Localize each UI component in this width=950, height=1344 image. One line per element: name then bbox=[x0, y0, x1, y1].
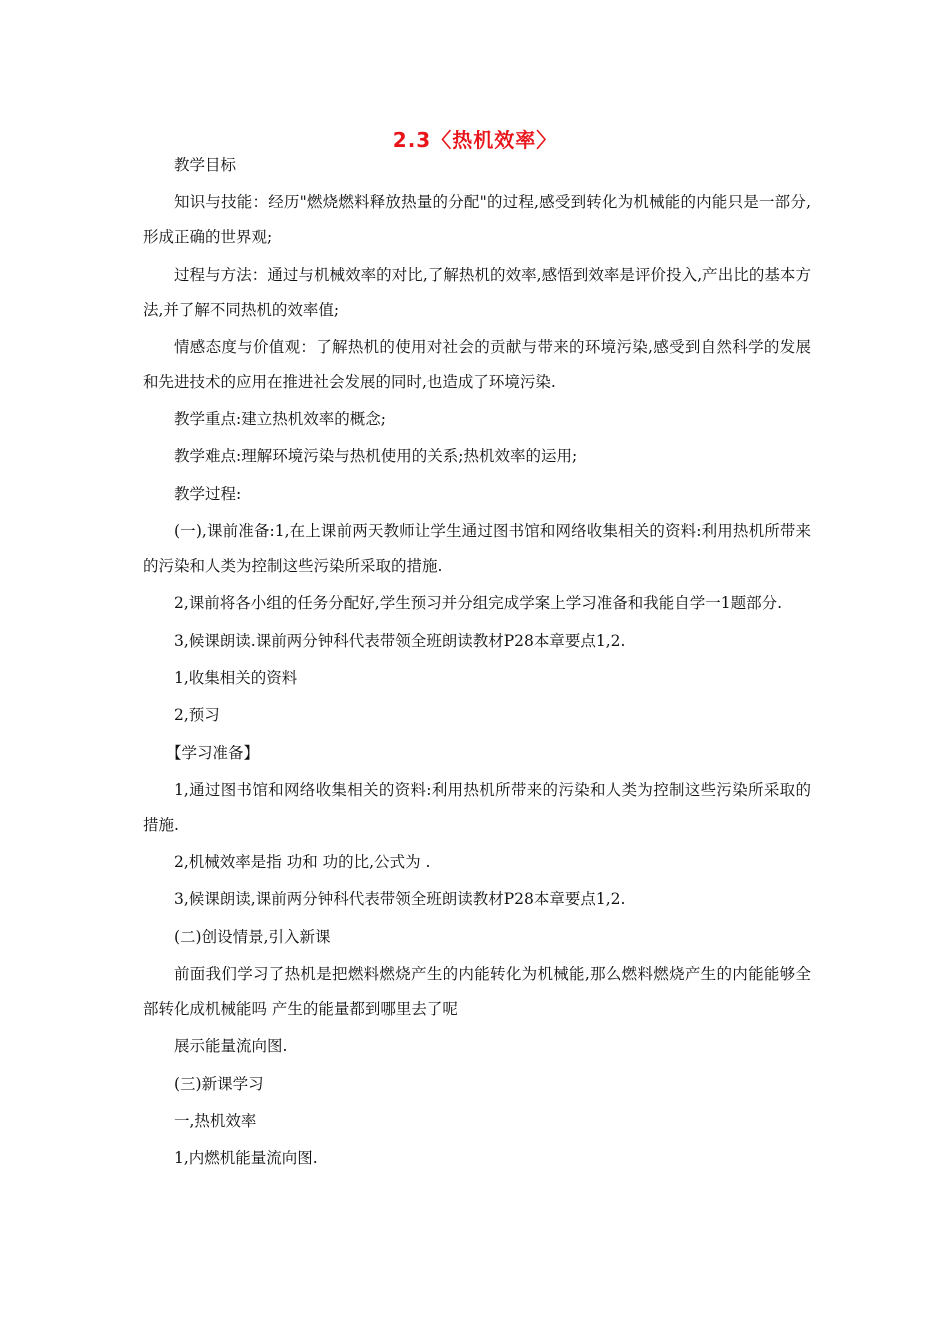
heading-scenario: (二)创设情景,引入新课 bbox=[174, 927, 331, 946]
document-body bbox=[143, 148, 811, 1179]
heading-teaching-process: 教学过程: bbox=[174, 484, 242, 503]
paragraph-difficulty: 教学难点:理解环境污染与热机使用的关系;热机效率的运用; bbox=[174, 447, 578, 466]
paragraph-intro-question: 前面我们学习了热机是把燃料燃烧产生的内能转化为机械能,那么燃料燃烧产生的内能能够全部转化成机械能吗 产生的能量都到哪里去了呢 bbox=[143, 965, 811, 1019]
paragraph-preview: 2,预习 bbox=[174, 706, 220, 725]
heading-heat-engine-efficiency: 一,热机效率 bbox=[174, 1111, 257, 1130]
paragraph-prep-3: 3,候课朗读,课前两分钟科代表带领全班朗读教材P28本章要点1,2. bbox=[174, 890, 626, 909]
heading-new-lesson: (三)新课学习 bbox=[174, 1074, 264, 1093]
heading-teaching-goals: 教学目标 bbox=[174, 156, 237, 174]
paragraph-collect-materials: 1,收集相关的资料 bbox=[174, 668, 298, 687]
paragraph-prep-1: 1,通过图书馆和网络收集相关的资料:利用热机所带来的污染和人类为控制这些污染所采取的措施. bbox=[143, 780, 811, 834]
paragraph-pre-class-1: (一),课前准备:1,在上课前两天教师让学生通过图书馆和网络收集相关的资料:利用热机所带来的污染和人类为控制这些污染所采取的措施. bbox=[143, 522, 811, 576]
paragraph-show-diagram: 展示能量流向图. bbox=[174, 1037, 288, 1056]
paragraph-energy-flow: 1,内燃机能量流向图. bbox=[174, 1149, 318, 1168]
paragraph-emotion-values: 情感态度与价值观：了解热机的使用对社会的贡献与带来的环境污染,感受到自然科学的发展和先进技术的应用在推进社会发展的同时,也造成了环境污染. bbox=[143, 337, 811, 391]
heading-study-preparation: 【学习准备】 bbox=[166, 743, 260, 762]
paragraph-process-method: 过程与方法：通过与机械效率的对比,了解热机的效率,感悟到效率是评价投入,产出比的基本方法,并了解不同热机的效率值; bbox=[143, 265, 811, 319]
paragraph-pre-class-3: 3,候课朗读.课前两分钟科代表带领全班朗读教材P28本章要点1,2. bbox=[174, 631, 626, 650]
document-title: 2.3〈热机效率〉 bbox=[392, 128, 558, 152]
paragraph-pre-class-2: 2,课前将各小组的任务分配好,学生预习并分组完成学案上学习准备和我能自学一1题部分. bbox=[174, 594, 783, 613]
paragraph-prep-2: 2,机械效率是指 功和 功的比,公式为 . bbox=[174, 853, 431, 872]
paragraph-key-point: 教学重点:建立热机效率的概念; bbox=[174, 410, 386, 429]
paragraph-knowledge-skills: 知识与技能：经历"燃烧燃料释放热量的分配"的过程,感受到转化为机械能的内能只是一部分,形成正确的世界观; bbox=[143, 193, 811, 247]
